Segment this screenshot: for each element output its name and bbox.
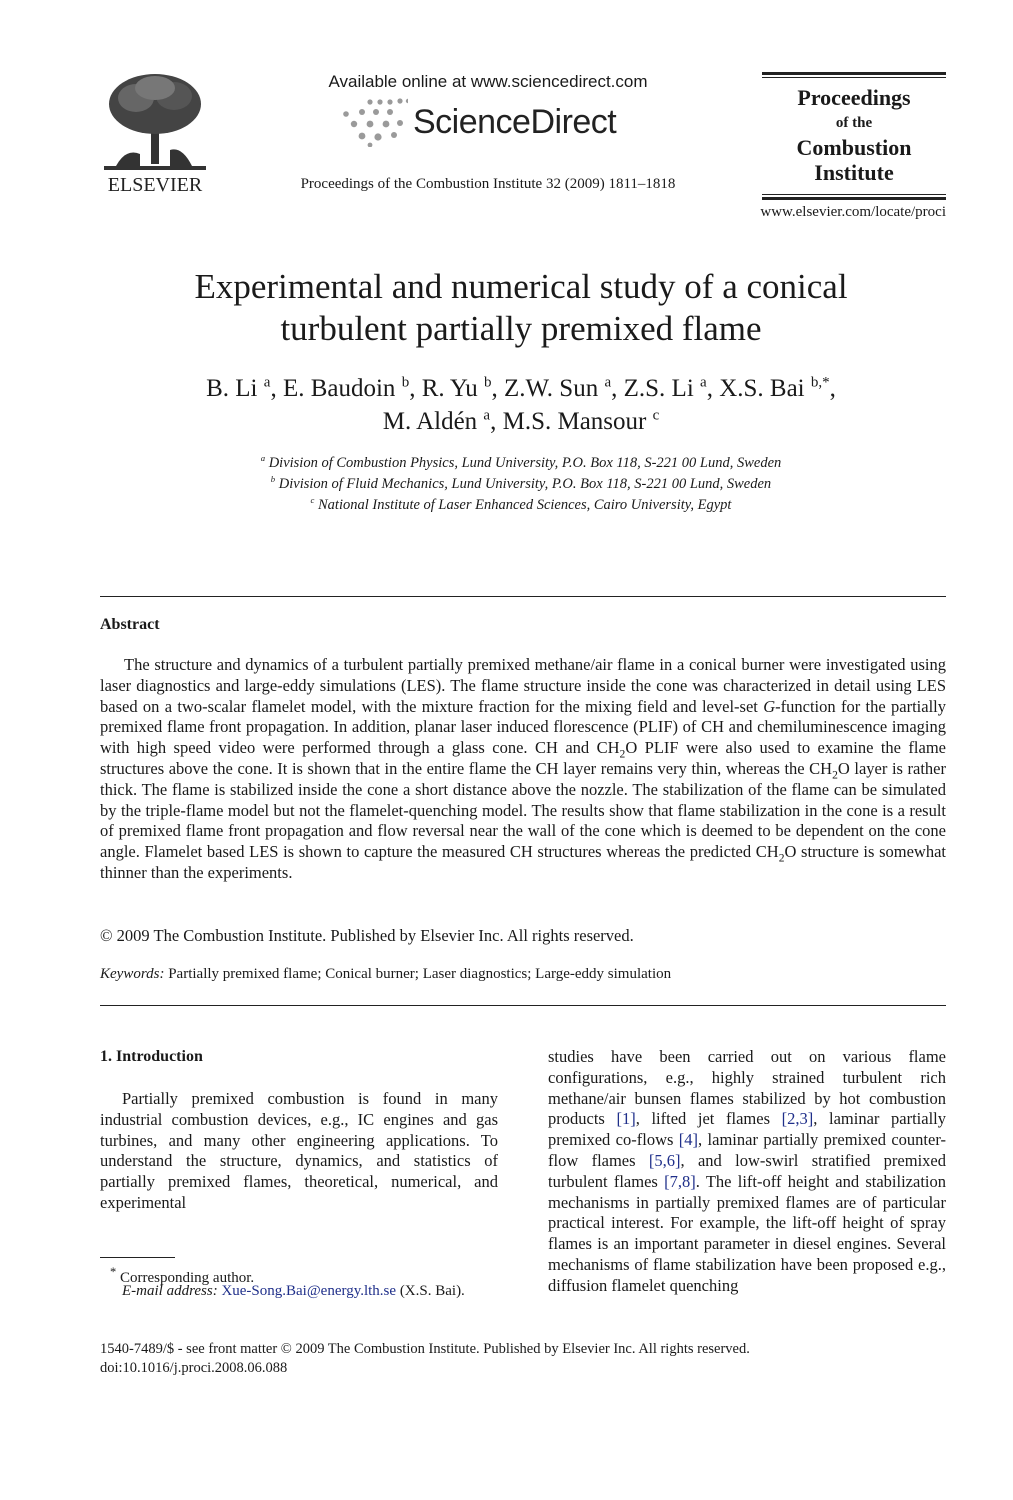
author-line: M. Aldén $^a$, M.S. Mansour $^c$ [382, 407, 660, 435]
journal-box-line: of the [835, 115, 873, 131]
author-name: X.S. Bai [719, 375, 811, 402]
title-line: turbulent partially premixed flame [280, 309, 762, 348]
journal-url[interactable]: www.elsevier.com/locate/proci [760, 204, 946, 220]
abstract-heading: Abstract [100, 616, 160, 633]
doi-line[interactable]: doi:10.1016/j.proci.2008.06.088 [100, 1360, 288, 1376]
issn-line: 1540-7489/$ - see front matter © 2009 The Combustion Institute. Published by Elsevier Inc. All rights reserved. [100, 1341, 750, 1357]
citation-link[interactable]: [4] [678, 1130, 699, 1150]
footnote-rule [100, 1257, 175, 1258]
citation-link[interactable]: [5,6] [648, 1150, 681, 1170]
author-affiliation-mark: b [401, 374, 410, 391]
author-name: M.S. Mansour [502, 408, 653, 435]
journal-citation: Proceedings of the Combustion Institute 32 (2009) 1811–1818 [300, 176, 676, 192]
author-affiliation-mark: a [700, 374, 707, 391]
author-affiliation-mark: b,* [810, 374, 830, 391]
keywords-text: Partially premixed flame; Conical burner; Laser diagnostics; Large-eddy simulation [168, 966, 672, 982]
citation-link[interactable]: [7,8] [664, 1171, 696, 1191]
author-affiliation-mark: b [483, 374, 492, 391]
author-name: B. Li [206, 375, 264, 402]
author-name: R. Yu [421, 375, 484, 402]
affiliation: $^a$ Division of Combustion Physics, Lund University, P.O. Box 118, S-221 00 Lund, Sweden [260, 453, 782, 471]
divider [100, 1005, 946, 1006]
citation-link[interactable]: [1] [616, 1109, 636, 1129]
section-heading: 1. Introduction [100, 1048, 203, 1065]
left-column-text: Partially premixed combustion is found in many industrial combustion devices, e.g., IC engines and gas turbines, and many other engineering applications. To understand the structure, dynamics, and statistics of partially premixed flames, theoretical, numerical, and experimental [100, 1089, 498, 1212]
abstract-copyright: © 2009 The Combustion Institute. Published by Elsevier Inc. All rights reserved. [100, 926, 634, 945]
sciencedirect-logo [340, 97, 640, 147]
author-affiliation-mark: a [604, 374, 612, 391]
journal-box-line: Institute [814, 160, 894, 185]
publisher-name: ELSEVIER [107, 174, 203, 196]
affiliation: $^c$ National Institute of Laser Enhanced Sciences, Cairo University, Egypt [310, 495, 732, 513]
author-affiliation-mark: a [483, 407, 491, 424]
email-link[interactable]: Xue-Song.Bai@energy.lth.se [221, 1283, 397, 1299]
footnote-corresponding: * Corresponding author. [110, 1265, 255, 1286]
title-line: Experimental and numerical study of a conical [194, 267, 848, 306]
sciencedirect-wordmark: ScienceDirect [413, 103, 617, 141]
paper-title [96, 266, 946, 350]
author-list [96, 372, 946, 438]
sciencedirect-dots-icon [340, 97, 408, 147]
author-name: M. Aldén [382, 408, 484, 435]
divider [100, 596, 946, 597]
author-name: Z.W. Sun [503, 375, 605, 402]
author-line: B. Li $^a$, E. Baudoin $^b$, R. Yu $^b$, Z.W. Sun $^a$, Z.S. Li $^a$, X.S. Bai $^{b,*}$, [206, 374, 836, 402]
author-affiliation-mark: a [263, 374, 271, 391]
affiliation: $^b$ Division of Fluid Mechanics, Lund University, P.O. Box 118, S-221 00 Lund, Sweden [270, 474, 772, 492]
journal-box-line: Proceedings [797, 85, 911, 110]
author-affiliation-mark: c [652, 407, 660, 424]
footnote-email: E-mail address: Xue-Song.Bai@energy.lth.se (X.S. Bai). [122, 1283, 465, 1299]
abstract-text: The structure and dynamics of a turbulent partially premixed methane/air flame in a conical burner were investigated using laser diagnostics and large-eddy simulations (LES). The flame structure inside the cone was characterized in detail using LES based on a two-scalar flamelet model, with the mixture fraction for the mixing field and level-set G-function for the partially premixed flame front propagation. In addition, planar laser induced florescence (PLIF) of CH and chemiluminescence imaging with high speed video were performed through a glass cone. CH and $CH_2O$ PLIF were also used to examine the flame structures above the cone. It is shown that in the entire flame the CH layer remains very thin, whereas the $CH_2O$ layer is rather thick. The flame is stabilized inside the cone a short distance above the nozzle. The stabilization of the flame can be simulated by the triple-flame model but not the flamelet-quenching model. The results show that flame stabilization in the cone is a result of premixed flame front propagation and flow reversal near the wall of the cone which is deemed to be dependent on the cone angle. Flamelet based LES is shown to capture the measured CH structures whereas the predicted $CH_2O$ structure is somewhat thinner than the experiments. [100, 655, 947, 882]
elsevier-logo [96, 70, 214, 196]
journal-box-line: Combustion [796, 135, 912, 160]
available-online: Available online at www.sciencedirect.com [328, 72, 648, 91]
right-column-text: studies have been carried out on various flame configurations, e.g., highly strained turbulent rich methane/air bunsen flames stabilized by hot combustion products [1], lifted jet flames [2,3], laminar partially premixed co-flows [4], laminar partially premixed counter-flow flames [5,6], and low-swirl stratified premixed turbulent flames [7,8]. The lift-off height and stabilization mechanisms in partially premixed flames are of particular practical interest. For example, the lift-off height of spray flames is an important parameter in diesel engines. Several mechanisms of flame stabilization have been proposed e.g., diffusion flamelet quenching [548, 1047, 946, 1295]
keywords [100, 966, 946, 983]
citation-link[interactable]: [2,3] [781, 1109, 814, 1129]
journal-title-box [762, 72, 946, 200]
keywords-label: Keywords: [100, 966, 165, 982]
author-name: Z.S. Li [623, 375, 701, 402]
author-name: E. Baudoin [282, 375, 402, 402]
email-label: E-mail address: [122, 1283, 218, 1299]
